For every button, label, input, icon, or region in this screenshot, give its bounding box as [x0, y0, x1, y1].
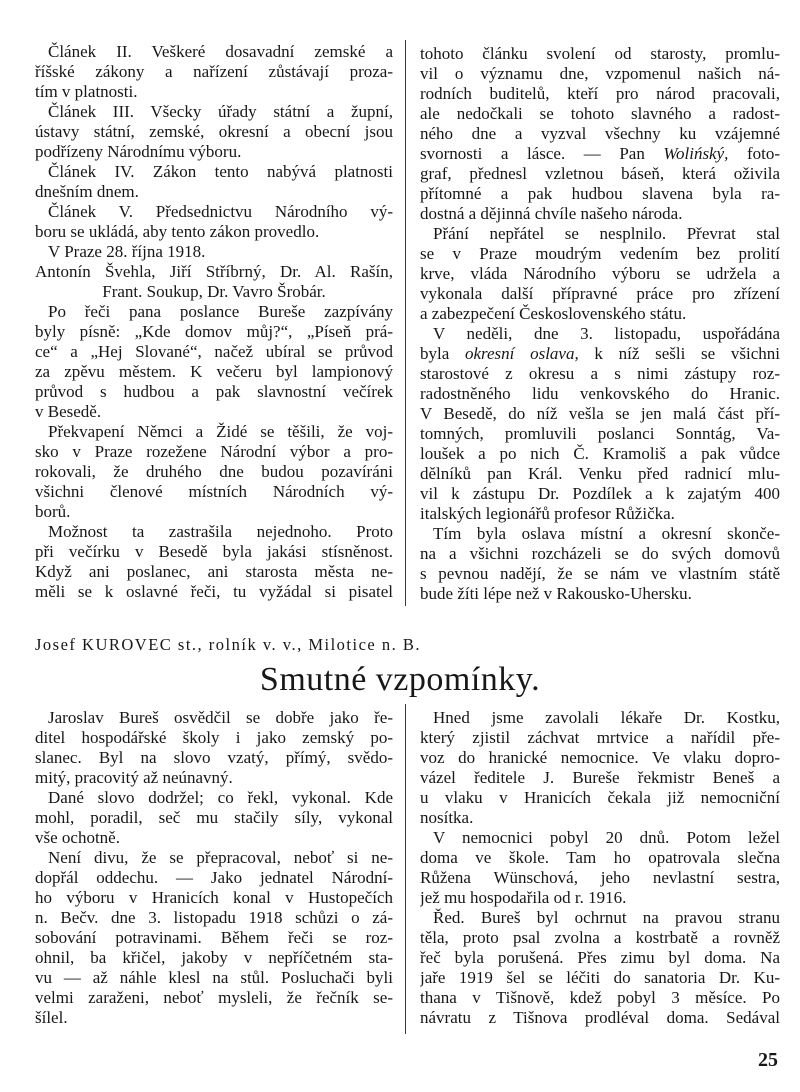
text-line: V neděli, dne 3. listopadu, uspořádána	[433, 324, 780, 343]
text-line: jaře 1919 šel se léčiti do sanatoria Dr. Ku-	[420, 968, 780, 987]
text-line: radostněného lidu venkovského do Hranic.	[420, 384, 780, 403]
text-line: u vlaku v Hranicích čekala již nemocniční	[420, 788, 780, 807]
text-line: těla, proto psal zvolna a kostrbatě a rovněž	[420, 928, 780, 947]
text-line: bude žíti lépe než v Rakousko-Uhersku.	[420, 584, 692, 603]
text-line: sko v Praze rozežene Národní výbor a pro-	[35, 442, 393, 461]
text-line: dopřál oddechu. — Jako jednatel Národní-	[35, 868, 393, 887]
paragraph	[420, 908, 780, 1028]
text-line: říšské zákony a nařízení zůstávají proza-	[35, 62, 393, 81]
text-segment: k níž sešli se všichni	[578, 344, 780, 363]
text-line: ale nedočkali se tohoto slavného a radost-	[420, 104, 780, 123]
text-line: Článek V. Předsednictvu Národního vý-	[48, 202, 393, 221]
paragraph	[35, 302, 393, 422]
text-line: měli se k oslavné řeči, tu vyžádal si pisatel	[35, 582, 393, 601]
emphasized-text: okresní oslava,	[464, 344, 579, 363]
text-line: vil o významu dne, vzpomenul našich ná-	[420, 64, 780, 83]
text-line: Dané slovo dodržel; co řekl, vykonal. Kde	[48, 788, 393, 807]
text-line: loušek a po nich Č. Kramoliš a pak vůdce	[420, 444, 780, 463]
text-line: za zpěvu městem. K večeru byl lampionový	[35, 362, 393, 381]
text-line: ného dne a vyzval všechny ku vzájemné	[420, 124, 780, 143]
column-divider	[405, 40, 406, 606]
paragraph	[35, 102, 393, 162]
paragraph	[420, 44, 780, 224]
text-line: velmi zaraženi, neboť mysleli, že řečník se-	[35, 988, 393, 1007]
text-line: ditel hospodářské školy i jako zemský po-	[35, 728, 393, 747]
text-line: šílel.	[35, 1008, 68, 1027]
text-line: se v Praze moudrým vedením bez prolití	[420, 244, 780, 263]
text-line: V nemocnici pobyl 20 dnů. Potom ležel	[433, 828, 780, 847]
text-segment: svornosti a lásce. — Pan	[420, 144, 664, 163]
paragraph	[420, 224, 780, 324]
text-line: Článek III. Všecky úřady státní a župní,	[48, 102, 393, 121]
text-line: Jaroslav Bureš osvědčil se dobře jako ře-	[48, 708, 393, 727]
text-line: Překvapení Němci a Židé se těšili, že voj-	[48, 422, 393, 441]
text-line: Když ani poslanec, ani starosta města ne-	[35, 562, 393, 581]
text-line	[420, 144, 780, 164]
text-line: mitý, pracovitý až neúnavný.	[35, 768, 233, 787]
text-line: sobování potravinami. Během řeči se roz-	[35, 928, 393, 947]
text-line: voz do hranické nemocnice. Ve vlaku dopro-	[420, 748, 780, 767]
text-line: podřízeny Národnímu výboru.	[35, 142, 242, 161]
paragraph	[420, 708, 780, 828]
text-line: V Besedě, do níž vešla se jen malá část pří-	[420, 404, 780, 423]
text-line: dnešním dnem.	[35, 182, 139, 201]
text-line: slanec. Byl na slovo vzatý, přímý, svědo-	[35, 748, 393, 767]
signatories	[35, 262, 393, 302]
text-line: návratu z Tišnova prodléval doma. Sedával	[420, 1008, 780, 1027]
text-line: n. Bečv. dne 3. listopadu 1918 schůzi o zá-	[35, 908, 393, 927]
text-line: Frant. Soukup, Dr. Vavro Šrobár.	[102, 282, 326, 301]
author-byline: Josef KUROVEC st., rolník v. v., Milotice n. B.	[35, 635, 421, 654]
text-line: který zjistil záchvat mrtvice a nařídil pře-	[420, 728, 780, 747]
text-line: vázel ředitele J. Bureše řekmistr Beneš a	[420, 768, 780, 787]
text-line: v Besedě.	[35, 402, 102, 421]
paragraph	[35, 708, 393, 788]
text-line: italských legionářů profesor Růžička.	[420, 504, 675, 523]
text-line: a zabezpečení Československého státu.	[420, 304, 687, 323]
page-number: 25	[758, 1049, 778, 1071]
text-line: na a všichni rozcházeli se do svých domovů	[420, 544, 780, 563]
text-line: krve, vláda Národního výboru se udržela a	[420, 264, 780, 283]
text-line: tím v platnosti.	[35, 82, 138, 101]
text-line: graf, přednesl vzletnou báseň, která oživila	[420, 164, 780, 183]
paragraph	[420, 828, 780, 908]
bottom-right-column	[420, 708, 780, 1028]
paragraph	[420, 324, 780, 524]
paragraph	[35, 788, 393, 848]
text-line	[420, 344, 780, 364]
text-line: při večírku v Besedě byla jakási stísněnost.	[35, 542, 393, 561]
text-line: dostná a dějinná chvíle našeho národa.	[420, 204, 683, 223]
text-line: vu — až náhle klesl na stůl. Posluchači byli	[35, 968, 393, 987]
top-left-column	[35, 42, 393, 602]
text-line: byly písně: „Kde domov můj?“, „Píseň prá-	[35, 322, 393, 341]
text-line: ho výboru v Hranicích konal v Hustopečích	[35, 888, 393, 907]
text-segment: foto-	[728, 144, 780, 163]
text-line: vše ochotně.	[35, 828, 120, 847]
emphasized-text: Wolińský,	[663, 144, 729, 163]
text-line: průvod s hudbou a pak slavnostní večírek	[35, 382, 393, 401]
text-line: doma ve škole. Tam ho opatrovala slečna	[420, 848, 780, 867]
article-title: Smutné vzpomínky.	[259, 661, 541, 698]
text-line: dělníků pan Král. Venku před radnicí mlu-	[420, 464, 780, 483]
text-line: přítomné a pak hudbou slavena byla ra-	[420, 184, 780, 203]
text-line: rokovali, že druhého dne budou pozavíráni	[35, 462, 393, 481]
text-line: tohoto článku svolení od starosty, promlu-	[420, 44, 780, 63]
text-line: rodních buditelů, kteří pro národ pracovali,	[420, 84, 780, 103]
text-line: vil k zástupu Dr. Pozdílek a k zajatým 400	[420, 484, 780, 503]
text-line: tomných, promluvili poslanci Sonntág, Va-	[420, 424, 780, 443]
text-line: Tím byla oslava místní a okresní skonče-	[433, 524, 780, 543]
text-line: s pevnou nadějí, že se nám ve vlastním státě	[420, 564, 780, 583]
text-line: Antonín Švehla, Jiří Stříbrný, Dr. Al. Rašín,	[35, 262, 393, 281]
text-line: Řed. Bureš byl ochrnut na pravou stranu	[433, 908, 780, 927]
text-line: Přání nepřátel se nesplnilo. Převrat stal	[433, 224, 780, 243]
paragraph	[420, 524, 780, 604]
text-line: řeč byla porušená. Přes zimu byl doma. Na	[420, 948, 780, 967]
text-line: Článek II. Veškeré dosavadní zemské a	[48, 42, 393, 61]
text-line: Možnost ta zastrašila nejednoho. Proto	[48, 522, 393, 541]
paragraph	[35, 242, 393, 262]
text-line: vykonala další přípravné práce pro zřízení	[420, 284, 780, 303]
paragraph	[35, 162, 393, 202]
text-line: jež mu hospodařila od r. 1916.	[420, 888, 627, 907]
column-divider	[405, 704, 406, 1034]
text-line: boru se ukládá, aby tento zákon provedlo.	[35, 222, 320, 241]
text-line: thana v Tišnově, kdež pobyl 3 měsíce. Po	[420, 988, 780, 1007]
text-line: ústavy státní, zemské, okresní a obecní jsou	[35, 122, 393, 141]
paragraph	[35, 848, 393, 1028]
text-line: Článek IV. Zákon tento nabývá platnosti	[48, 162, 393, 181]
text-line: borů.	[35, 502, 71, 521]
text-line: mohl, poradil, seč mu stačily síly, vykonal	[35, 808, 393, 827]
text-line: starostové z okresu a s nimi zástupy roz-	[420, 364, 780, 383]
paragraph	[35, 522, 393, 602]
text-line: všichni členové místních Národních vý-	[35, 482, 393, 501]
top-right-column	[420, 44, 780, 604]
text-line: Po řeči pana poslance Bureše zazpívány	[48, 302, 393, 321]
paragraph	[35, 422, 393, 522]
text-line: V Praze 28. října 1918.	[48, 242, 206, 261]
bottom-left-column	[35, 708, 393, 1028]
text-line: nosítka.	[420, 808, 474, 827]
text-line: ohnil, ba křičel, jakoby v nepříčetném sta-	[35, 948, 393, 967]
text-line: ce“ a „Hej Slované“, načež ubíral se průvod	[35, 342, 393, 361]
text-line: Hned jsme zavolali lékaře Dr. Kostku,	[433, 708, 780, 727]
text-line: Není divu, že se přepracoval, neboť si ne-	[48, 848, 393, 867]
text-line: Růžena Wünschová, jeho nevlastní sestra,	[420, 868, 780, 887]
paragraph	[35, 202, 393, 242]
paragraph	[35, 42, 393, 102]
text-segment: byla	[420, 344, 465, 363]
